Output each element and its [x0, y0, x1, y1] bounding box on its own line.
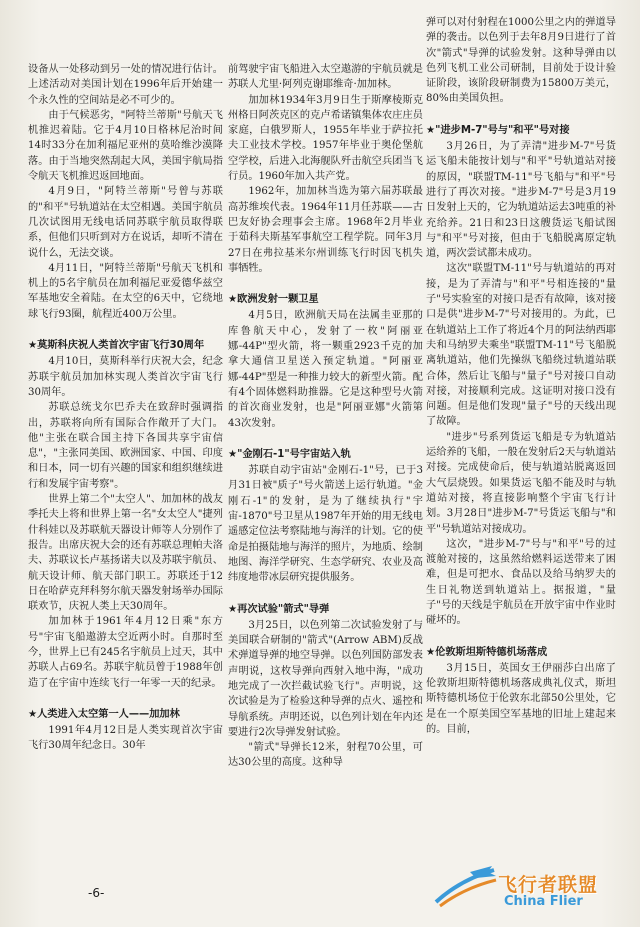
page-number: -6- [88, 886, 105, 900]
watermark-sub: China Flier [504, 894, 583, 909]
paragraph: 苏联总统戈尔巴乔夫在致辞时强调指出，苏联将向所有国际合作敞开了大门。他"主张在联合国主持下各国共享宇宙信息"，"主张同美国、欧洲国家、中国、印度和日本，同一切有兴趣的国家和组织继续进行和发展宇宙考察"。 [28, 402, 223, 490]
paragraph: 由于气候恶劣，"阿特兰蒂斯"号航天飞机推迟着陆。它于4月10日格林尼治时间14时33分在加利福尼亚州的莫哈维沙漠降落。由于当地突然刮起大风，美国宇航局指令航天飞机推迟返回地面。 [28, 109, 223, 183]
article-heading: ★"金刚石-1"号宇宙站入轨 [228, 448, 351, 460]
paragraph: 4月9日，"阿特兰蒂斯"号曾与苏联的"和平"号轨道站在太空相遇。美国宇航员几次试图用无线电话同苏联宇航员取得联系，但他们只听到对方在说话，却听不清在说什么，无法交谈。 [28, 186, 223, 259]
paragraph: 1991年4月12日是人类实现首次宇宙飞行30周年纪念日。30年 [28, 725, 223, 752]
paragraph: "进步"号系列货运飞船是专为轨道站运给养的飞船，一般在发射后2天与轨道站对接。完成使命后，使与轨道站脱离返回大气层烧毁。如果货运飞船不能及时与轨道站对接，将直接影响整个宇宙飞行计划。3月28日"进步M-7"号货运飞船与"和平"号轨道站对接成功。 [426, 431, 616, 535]
paragraph: 世界上第二个"太空人"、加加林的战友季托夫上将和世界上第一名"女太空人"捷列什科娃以及苏联航天器设计师等人分别作了报告。出席庆祝大会的还有苏联总理帕夫洛夫、苏联议长卢基扬诺夫以及苏联宇航员、航天设计师、航天部门职工。苏联还于12日在哈萨克拜科努尔航天器发射场举办国际联欢节，庆祝人类上天30周年。 [28, 494, 223, 613]
paragraph: 设备从一处移动到另一处的情况进行估计。上述活动对美国计划在1996年后开始建一个永久性的空间站是必不可少的。 [28, 64, 223, 106]
paragraph: 弹可以对付射程在1000公里之内的弹道导弹的袭击。以色列于去年8月9日进行了首次"箭式"导弹的试验发射。这种导弹由以色列飞机工业公司研制，目前处于设计验证阶段，该阶段研制费为15800万美元，80%由美国负担。 [426, 17, 616, 105]
column-left [28, 62, 223, 847]
star-icon: ★ [228, 603, 238, 615]
paragraph: "箭式"导弹长12米，射程70公里，可达30公里的高度。这种导 [228, 742, 423, 769]
paragraph: 这次"联盟TM-11"号与轨道站的再对接，是为了弄清与"和平"号相连接的"量子"号实验室的对接口是否有故障，该对接口是供"进步M-7"号对接用的。为此，已在轨道站上工作了将近4个月的阿法纳西耶夫和马纳罗夫乘坐"联盟TM-11"号飞船脱离轨道站，他们先操纵飞船绕过轨道站联合体，然后让飞船与"量子"号对接口自动对接，对接顺利完成。这证明对接口没有问题。但是他们发现"量子"号的天线出现了故障。 [426, 263, 616, 428]
article-heading: ★"进步M-7"号与"和平"号对接 [426, 124, 570, 136]
star-icon: ★ [228, 448, 238, 460]
paragraph: 加加林于1961年4月12日乘"东方号"宇宙飞船遨游太空近两小时。自那时至今，世界上已有245名宇航员上过天，其中苏联人占69名。苏联宇航员曾于1988年创造了在宇宙中连续飞行一年零一天的纪录。 [28, 616, 223, 689]
paragraph: 4月5日，欧洲航天局在法属圭亚那的库鲁航天中心，发射了一枚"阿丽亚娜-44P"型火箭，将一颗重2923千克的加拿大通信卫星送入预定轨道。"阿丽亚娜-44P"型是一种推力较大的新型火箭。配有4个固体燃料助推器。它是这种型号火箭的首次商业发射，也是"阿丽亚娜"火箭第43次发射。 [228, 310, 423, 429]
article-heading: ★莫斯科庆祝人类首次宇宙飞行30周年 [28, 340, 205, 352]
paragraph: 4月10日，莫斯科举行庆祝大会，纪念苏联宇航员加加林实现人类首次宇宙飞行30周年。 [28, 356, 223, 398]
watermark-brand: 飞行者联盟 [498, 874, 599, 896]
watermark-logo [430, 860, 635, 922]
star-icon: ★ [228, 294, 238, 306]
article-heading: ★欧洲发射一颗卫星 [228, 294, 319, 306]
paragraph: 加加林1934年3月9日生于斯摩棱斯克州格日阿茨克区的克卢希诺镇集体农庄庄员家庭，白俄罗斯人，1955年毕业于萨拉托夫工业技术学校。1957年毕业于奥伦堡航空学校，后进入北海舰队歼击航空兵团当飞行员。1960年加入共产党。 [228, 94, 423, 183]
article-heading: ★伦敦斯坦斯特德机场落成 [426, 646, 548, 658]
star-icon: ★ [426, 124, 436, 136]
paragraph: 这次，"进步M-7"号与"和平"号的过渡舱对接的，这虽然给燃料运送带来了困难，但是可把水、食品以及给马纳罗夫的生日礼物送到轨道站上。据报道，"量子"号的天线是宇航员在开放宇宙中作业时碰坏的。 [426, 538, 616, 627]
paragraph: 4月11日，"阿特兰蒂斯"号航天飞机和机上的5名宇航员在加利福尼亚爱德华兹空军基地安全着陆。在太空的6天中，它绕地球飞行93圈，航程近400万公里。 [28, 262, 223, 320]
paragraph: 3月15日，英国女王伊丽莎白出席了伦敦斯坦斯特德机场落成典礼仪式，斯坦斯特德机场位于伦敦东北部50公里处，它是在一个原美国空军基地的旧址上建起来的。目前， [426, 662, 616, 736]
paragraph: 前驾驶宇宙飞船进入太空遨游的宇航员就是苏联人尤里·阿列克谢耶维奇·加加林。 [228, 64, 423, 91]
star-icon: ★ [426, 646, 436, 658]
star-icon: ★ [28, 340, 38, 352]
paragraph: 1962年，加加林当选为第六届苏联最高苏维埃代表。1964年11月任苏联——古巴友好协会理事会主席。1968年2月毕业于茹科夫斯基军事航空工程学院。同年3月27日在弗拉基米尔州训练飞行时因飞机失事牺牲。 [228, 186, 423, 274]
paragraph: 3月26日，为了弄清"进步M-7"号货运飞船未能按计划与"和平"号轨道站对接的原因，"联盟TM-11"号飞船与"和平"号进行了再次对接。"进步M-7"号是3月19日发射上天的，它为轨道站运去3吨重的补充给养。21日和23日这艘货运飞船试图与"和平"号对接，但由于飞船脱离原定轨道，两次尝试都未成功。 [426, 141, 616, 260]
column-right [426, 15, 616, 855]
paragraph: 苏联自动宇宙站"金刚石-1"号，已于3月31日被"质子"号火箭送上运行轨道。"金刚石-1"的发射，是为了继续执行"宇宙-1870"号卫星从1987年开始的用无线电遥感定位法考察陆地与海洋的计划。它的使命是拍摄陆地与海洋的照片，为地质、绘制地图、海洋学研究、生态学研究、农业及高纬度地带冰层研究提供服务。 [228, 465, 423, 584]
column-middle [228, 62, 423, 852]
article-heading: ★人类进入太空第一人——加加林 [28, 708, 180, 720]
paragraph: 3月25日，以色列第二次试验发射了与美国联合研制的"箭式"(Arrow ABM)反战术弹道导弹的地空导弹。以色列国防部发表声明说，这枚导弹向西射入地中海，"成功地完成了一次拦截试验飞行"。声明说，这次试验是为了检验这种导弹的点火、遥控和导航系统。声明还说，以色列计划在年内还要进行2次导弹发射试验。 [228, 619, 423, 738]
airplane-icon [430, 860, 500, 915]
article-heading: ★再次试验"箭式"导弹 [228, 603, 330, 615]
star-icon: ★ [28, 708, 38, 720]
